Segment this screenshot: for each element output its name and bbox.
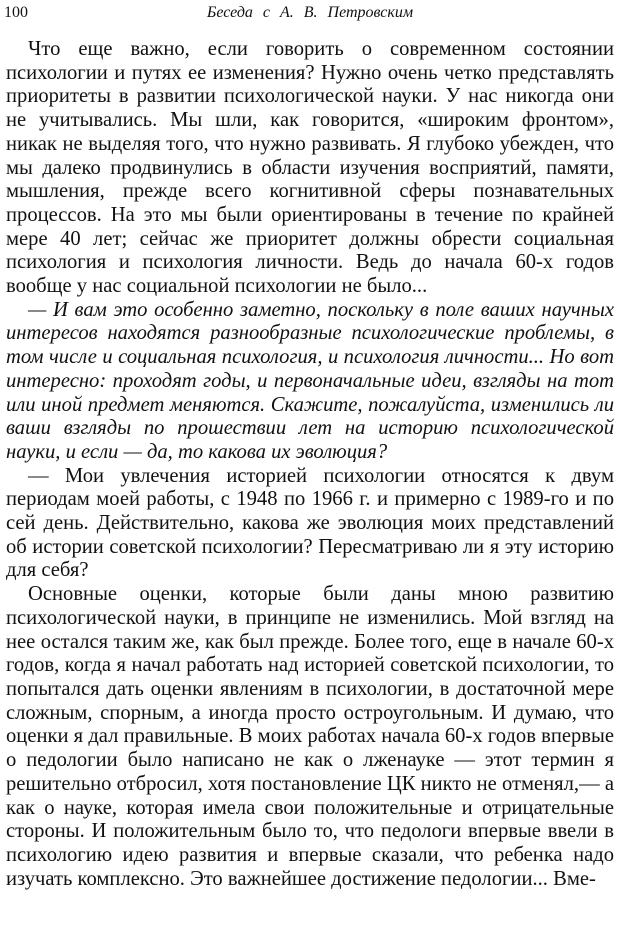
page-header: [4, 4, 616, 26]
paragraph: Что еще важно, если говорить о современном состоянии психологии и путях ее изменения? Нужно очень четко представлять приоритеты в развитии психологической науки. У нас никогда они не учитывались. Мы шли, как говорится, «широким фронтом», никак не выделяя того, что нужно развивать. Я глубоко убежден, что мы далеко продвинулись в области изучения восприятий, памяти, мышления, прежде всего когнитивной сферы познавательных процессов. На это мы были ориентированы в течение по крайней мере 40 лет; сейчас же приоритет должны обрести социальная психология и психология личности. Ведь до начала 60-х годов вообще у нас социальной психологии не было...: [6, 38, 614, 298]
paragraph: — Мои увлечения историей психологии относятся к двум периодам моей работы, с 1948 по 1966 г. и примерно с 1989-го и по сей день. Действительно, какова же эволюция моих представлений об истории советской психологии? Пересматриваю ли я эту историю для себя?: [6, 464, 614, 582]
interviewer-question: — И вам это особенно заметно, поскольку в поле ваших научных интересов находятся разнообразные психологические проблемы, в том числе и социальная психология, и психология личности... Но вот интересно: проходят годы, и первоначальные идеи, взгляды на тот или иной предмет меняются. Скажите, пожалуйста, изменились ли ваши взгляды по прошествии лет на историю психологической науки, и если — да, то какова их эволюция?: [6, 298, 614, 463]
page-number: 100: [4, 4, 28, 21]
paragraph: Основные оценки, которые были даны мною развитию психологической науки, в принципе не изменились. Мой взгляд на нее остался таким же, как был прежде. Более того, еще в начале 60-х годов, когда я начал работать над историей советской психологии, то попытался дать оценки явлениям в психологии, в достаточной мере сложным, спорным, а иногда просто остроугольным. И думаю, что оценки я дал правильные. В моих работах начала 60-х годов впервые о педологии было написано не как о лженауке — этот термин я решительно отбросил, хотя постановление ЦК никто не отменял,— а как о науке, которая имела свои положительные и отрицательные стороны. И положительным было то, что педологи впервые ввели в психологию идею развития и впервые сказали, что ребенка надо изучать комплексно. Это важнейшее достижение педологии... Вме-: [6, 583, 614, 890]
body-text: [6, 38, 614, 891]
running-title: Беседа с А. В. Петровским: [206, 4, 414, 21]
